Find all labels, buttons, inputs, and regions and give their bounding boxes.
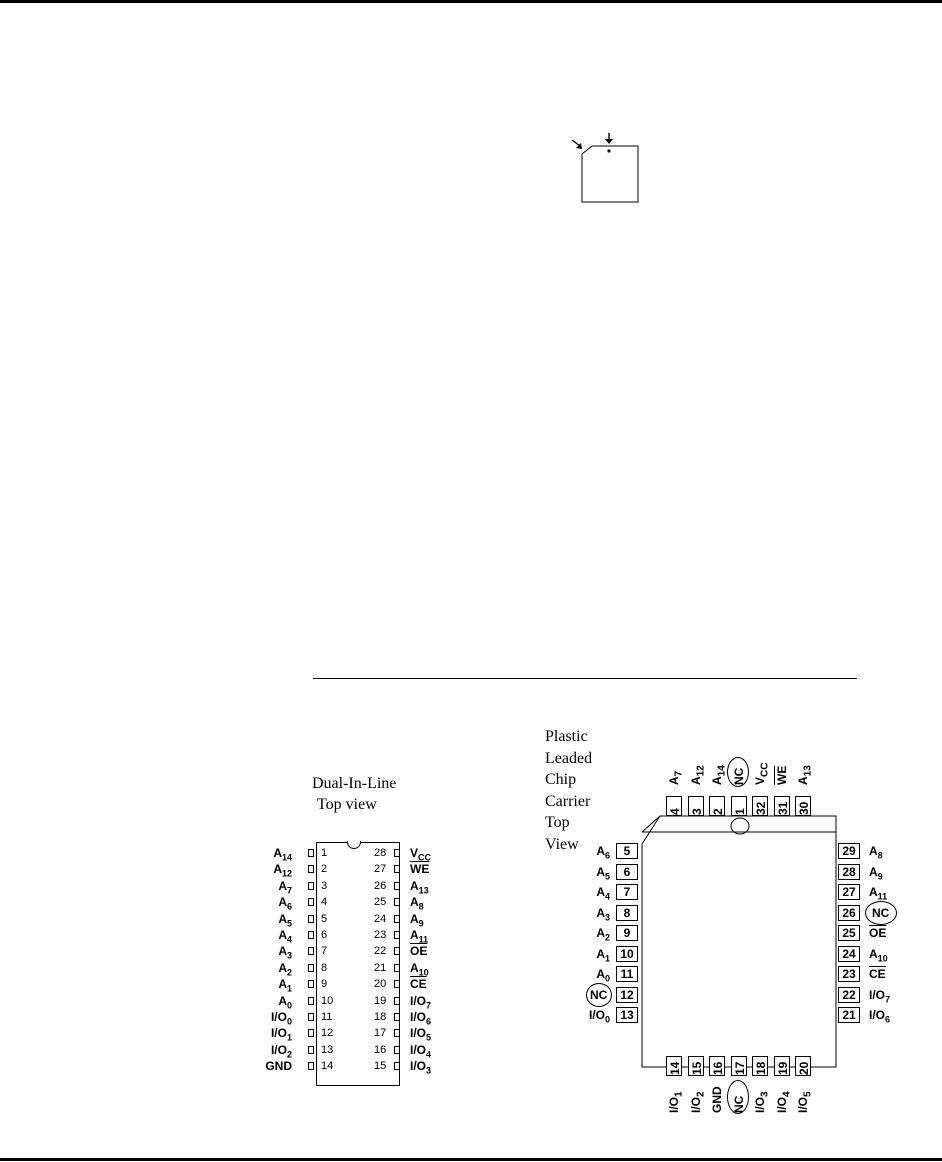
pin-name-label: $A_{10}$ [869,946,888,963]
pin-lead [308,1046,314,1054]
dip-pin-27 [372,861,472,877]
pin-name-label: $A_{12}$ [273,862,292,879]
pin-name-label: $A_9$ [869,864,883,881]
pin-lead [308,1013,314,1021]
plcc-pin-26: 26 [838,905,860,921]
pin-number: 3 [321,879,328,892]
pin-number: 2 [711,808,725,815]
pin-number: 22 [374,945,387,958]
pin-name-label: $A_{11}$ [869,885,888,902]
pin-number: 20 [374,978,387,991]
pin-name-label: $I/O_5$ [410,1026,432,1043]
pin-number: 6 [321,929,328,941]
dip-pin-28 [372,845,472,861]
pin-name-label: $I/O_5$ [796,1091,814,1113]
pin-number: 21 [374,961,387,974]
pin-lead [394,964,400,972]
plcc-pin-13: 13 [616,1007,638,1023]
pin-number: 5 [321,912,328,925]
pin-name-label: $I/O_6$ [410,1010,432,1027]
dip-pin-26 [372,878,472,894]
dip-pin-18 [372,1009,472,1025]
pin-number: 26 [374,879,387,892]
plcc-pin-29: 29 [838,843,860,859]
pin-name-label: $A_5$ [278,911,292,928]
pin-name-label: $I/O_4$ [410,1042,432,1060]
pin-number: 15 [689,1061,704,1075]
pin-name-label: NC [590,987,608,1002]
pin-number: 27 [374,863,387,876]
plcc-pin-9: 9 [616,925,638,941]
plcc-pin-28: 28 [838,864,860,880]
plcc-pin-8: 8 [616,905,638,921]
pin-name-label: $A_3$ [596,905,610,922]
pin-name-label: $\overline{OE}$ [410,944,428,959]
pin-lead [308,898,314,906]
pin-name-label: $A_{13}$ [796,765,814,785]
page-bottom-rule [0,1158,942,1161]
dip-pin-16 [372,1042,472,1058]
pin-lead [308,849,314,857]
pin-number: 1 [321,847,328,859]
pin-lead [394,898,400,906]
pin-number: 14 [321,1060,334,1073]
pin-lead [308,865,314,873]
plcc-pin-11: 11 [616,966,638,982]
pin-lead [308,915,314,923]
dip-pin-17 [372,1025,472,1041]
pin-lead [308,947,314,955]
pin-number: 18 [754,1061,768,1075]
page-top-rule [0,0,942,3]
pin-lead [394,980,400,988]
pin-lead [308,882,314,890]
pin-number: 12 [321,1027,334,1040]
pin-name-label: $I/O_6$ [869,1008,891,1025]
pin-lead [394,882,400,890]
plcc-pin-23: 23 [838,966,860,982]
pin-number: 17 [732,1061,747,1075]
dip-pin-5 [250,911,328,928]
dip-pin-2 [250,861,328,879]
pin-lead [308,1062,314,1070]
dip-pin-4 [250,894,328,912]
pin-name-label: $A_{10}$ [410,960,429,978]
pin-name-label: $A_1$ [596,946,610,963]
pin-number: 25 [374,896,387,909]
pin-name-label: NC [731,1095,746,1113]
plcc-pin-12: 12 [616,987,638,1003]
pin-name-label: $A_4$ [278,928,292,945]
plcc-caption-line: Plastic [545,728,588,745]
dip-pin-25 [372,894,472,910]
dip-pin-6 [250,927,328,945]
pin-name-label: $A_{14}$ [710,765,728,785]
plcc-pin-22: 22 [838,987,860,1003]
pin-name-label: $A_4$ [596,885,610,902]
dip-pin-7 [250,943,328,961]
pin-name-label: $I/O_2$ [270,1042,292,1060]
pin-name-label: NC [872,905,890,920]
pin-name-label: $\overline{WE}$ [410,862,430,877]
pin-number: 23 [374,929,387,941]
plcc-caption-line: Chip [545,771,577,788]
dip-pin-10 [250,993,334,1010]
dip-pin-14 [250,1058,334,1074]
pin-lead [394,1062,400,1070]
pin-lead [394,915,400,923]
nc-oval [865,901,897,925]
dip-pin-24 [372,911,472,927]
plcc-package-body [620,800,850,1100]
pin-number: 19 [775,1061,790,1075]
pin-name-label: $\overline{CE}$ [869,967,886,981]
plcc-caption-line: Carrier [545,792,591,810]
pin-name-label: $A_6$ [278,895,292,912]
plcc-pin-5: 5 [616,843,638,859]
pin-name-label: $A_7$ [278,878,292,896]
pin-number: 3 [689,808,704,815]
pin-lead [394,997,400,1005]
pin-one-dot [607,149,610,152]
pin-name-label: $A_3$ [278,944,292,961]
pin-name-label: $I/O_2$ [688,1091,706,1113]
pin-number: 32 [754,801,768,815]
dip-pin-15 [372,1058,472,1074]
pin-number: 19 [374,994,387,1007]
pin-number: 30 [797,801,811,815]
pin-lead [394,1013,400,1021]
pin-number: 18 [374,1011,387,1023]
pin-name-label: $I/O_4$ [774,1091,792,1113]
pin-name-label: $A_{12}$ [688,765,706,785]
pin-lead [394,849,400,857]
plcc-caption-line: Top [545,814,570,831]
nc-oval [586,983,612,1007]
pin-number: 20 [797,1061,811,1075]
plcc-pin-6: 6 [616,864,638,880]
pin-name-label: $A_2$ [278,960,292,978]
dip-pin-23 [372,927,472,943]
pin-number: 10 [321,994,334,1007]
pin-number: 31 [775,801,790,815]
pin-lead [308,1029,314,1037]
pin-lead [394,931,400,939]
pin-name-label: $I/O_7$ [869,987,891,1004]
pin-name-label: $A_{11}$ [410,928,429,945]
pin-name-label: $\overline{WE}$ [774,765,789,785]
pin-name-label: $A_1$ [278,977,292,994]
pin-name-label: $A_2$ [596,926,610,943]
pin-number: 8 [321,961,328,974]
dip-pin-22 [372,943,472,959]
dip-pin-13 [250,1042,334,1060]
pin-number: 15 [374,1060,387,1073]
pin-name-label: $A_5$ [596,864,610,881]
plcc-pin-10: 10 [616,946,638,962]
pin-name-label: $A_7$ [667,770,685,785]
pin-lead [394,865,400,873]
plcc-caption-line: Leaded [545,749,593,767]
dip-pin-1 [250,845,328,863]
pin-lead [308,997,314,1005]
pin-name-label: $A_0$ [596,967,610,984]
pin-name-label: GND [265,1059,292,1074]
pin-lead [308,964,314,972]
pin-number: 11 [321,1011,333,1023]
pin-number: 17 [374,1027,387,1040]
pin-name-label: $A_9$ [410,911,424,928]
plcc-caption-line: View [545,835,579,853]
pin-name-label: $\overline{CE}$ [410,977,427,992]
pin-name-label: GND [710,1086,724,1113]
pin-name-label: $I/O_0$ [588,1008,610,1025]
pin-number: 7 [321,945,328,958]
pin-name-label: $A_{14}$ [273,846,292,863]
pin-number: 2 [321,863,328,876]
pin-name-label: $\overline{OE}$ [869,926,887,940]
pin-name-label: $A_6$ [596,844,610,861]
pin-name-label: $V_{CC}$ [753,762,771,785]
plcc-pin-21: 21 [838,1007,860,1023]
dip-pin-19 [372,993,472,1009]
pin-number: 16 [374,1043,387,1056]
arrow-diagonal-icon [572,140,580,146]
pin-number: 4 [668,808,682,815]
pin-name-label: $I/O_0$ [270,1010,292,1027]
pin-name-label: $A_{13}$ [410,878,429,896]
plcc-pin-7: 7 [616,884,638,900]
pin-name-label: $I/O_7$ [410,993,432,1010]
dip-caption-line2: Top view [317,796,377,813]
pin-number: 14 [668,1061,682,1075]
pin-number: 1 [732,808,747,815]
pin-name-label: $V_{CC}$ [410,846,432,863]
dip-pin-20 [372,976,472,992]
pin-name-label: $A_8$ [410,895,424,912]
dip-pin-9 [250,976,328,994]
pin-name-label: NC [731,767,746,785]
dip-pin-12 [250,1025,334,1043]
pin-number: 16 [711,1061,725,1075]
plcc-caption [545,726,592,855]
pin-name-label: $I/O_1$ [270,1026,292,1043]
pin-number: 9 [321,978,328,991]
dip-caption [312,773,396,815]
pin-lead [308,931,314,939]
dip-caption-line1: Dual-In-Line [312,775,397,792]
pin-lead [394,1029,400,1037]
pin-lead [394,947,400,955]
pin-lead [308,980,314,988]
pin-one-indicator-figure [568,130,644,206]
section-divider [313,678,857,679]
dip-pin-3 [250,878,328,896]
pin-name-label: $I/O_3$ [753,1091,771,1113]
dip-pin-21 [372,960,472,976]
pin-number: 28 [374,847,387,859]
pin-lead [394,1046,400,1054]
plcc-pin-27: 27 [838,884,860,900]
pin-number: 4 [321,896,328,909]
pin-name-label: $I/O_1$ [667,1091,685,1113]
dip-pin-8 [250,960,328,978]
pin-name-label: $A_0$ [278,993,292,1010]
plcc-pin-24: 24 [838,946,860,962]
dip-pin-11 [250,1009,333,1027]
pin-number: 13 [321,1043,334,1056]
pin-number: 24 [374,912,387,925]
pin-name-label: $A_8$ [869,844,883,861]
pin-name-label: $I/O_3$ [410,1059,432,1076]
package-outline [582,146,638,202]
plcc-pin-25: 25 [838,925,860,941]
